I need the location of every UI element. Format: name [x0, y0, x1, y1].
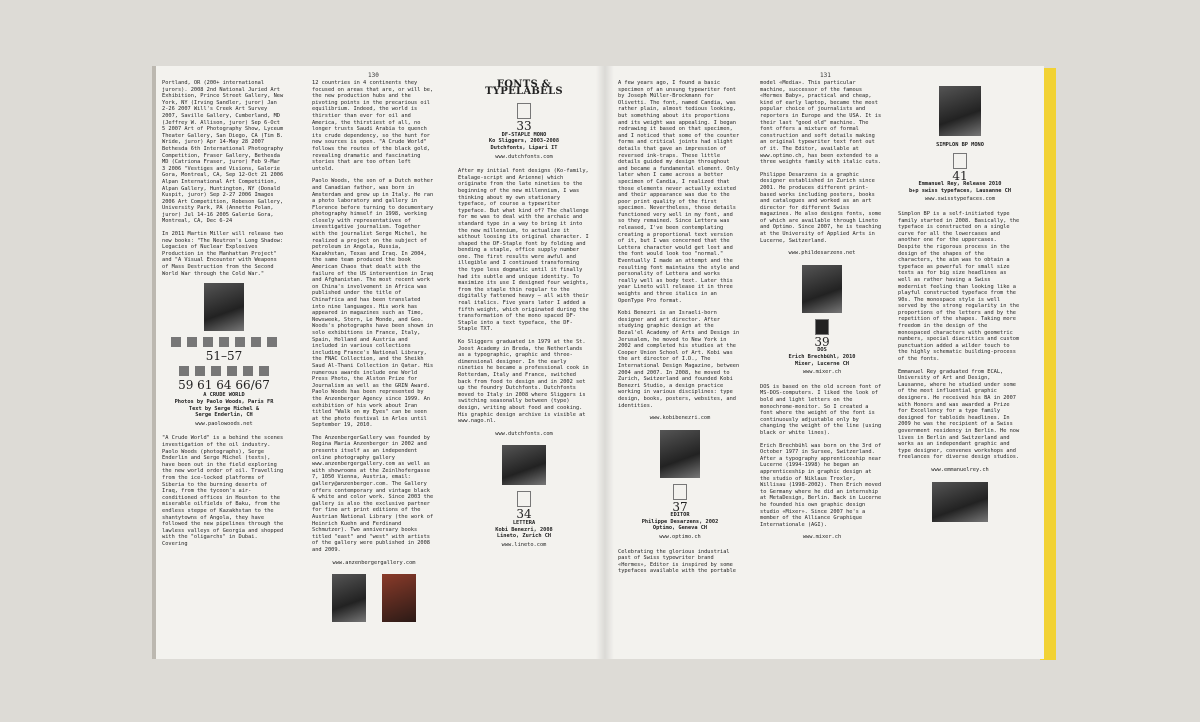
text-block: After my initial font designs (Ko-family, Etalage-script and Arienne) which originate from the late nineties to the beginning of the new millennium, I was thinking about my own stationary typeface, of course a typewriter typeface. But what kind of? The challenge for me was to deal with the archaic and standard type in a way to bring it into the new millennium, to actualize it without loosing its original character. I shaped the DF-Staple font by folding and bending a staple, office supply number one. The first results were awful and illegible and I continued transforming the type less dogmatic until it finally had its subtle and unique identity. To maximize its use I designed four weights, from the staple thin regular to the digitally fattened heavy – all with their real italics. Five years later I added a fifth weight, which originated during the transformation of the mono spaced DF-Staple into a text typeface, the DF-Staple TXT.: [458, 168, 589, 333]
left-page: [152, 66, 608, 659]
text-block: 12 countries in 4 continents they focused on areas that are, or will be, the new production hubs and the pivoting points in the precarious oil equilibrium. Indeed, the world is thirstier than ever for oil and America, the thirstiest of all, no longer trusts Saudi Arabia to quench its crude dependency, so the hunt for new sources is open. "A Crude World" follows the routes of the black gold, revealing dramatic and fascinating stories that are too often left untold.: [312, 80, 434, 172]
right-col-2: [760, 80, 884, 549]
right-col-3: [898, 80, 1022, 528]
url: www.mixer.ch: [802, 369, 842, 376]
text-block: DOS is based on the old screen font of MS-DOS-computers. I liked the look of bold and light letters on the monochrome-monitor. So I created a font where the weight of the font is continuously adjustable only by changing the weight of the line (using black or white lines).: [760, 383, 882, 436]
url: www.optimo.ch: [659, 534, 701, 541]
url: www.swisstypefaces.com: [924, 196, 996, 203]
entry-number: 37: [672, 499, 688, 514]
portrait-photo: [939, 86, 981, 136]
portrait-photo: [204, 283, 244, 331]
left-col-2: [312, 80, 436, 622]
thumbnail-row: [162, 366, 286, 376]
text-block: Portland, OR (200+ international jurors). 2008 2nd National Juried Art Exhibition, Prince Street Gallery, New York, NY (Irving Sandler, juror) Jan 2-26 2007 Will's Creek Art Survey 2007, Saville Gallery, Cumberland, MD (Jeffrey W. Allison, juror) Sep 6-Oct 5 2007 Art of Photography Show, Lyceum Theater Gallery, San Diego, CA (Tim B. Wride, juror) Apr 14-May 28 2007 Bethesda 6th International Photography Competition, Fraser Gallery, Bethesda MD (Catriona Fraser, juror) Feb 9-Mar 3 2006 "Vestiges and Visions, Galerie Gora, Montreal, CA, Sep 12-Oct 21 2006 Alpan International Art Competition, Alpan Gallery, Huntington, NY (Donald Kuspit, juror) Sep 2-27 2006 Images 2006 Art Competition, Robeson Gallery, University Park, PA (Annette Polan, juror) Jul 14-16 2005 Galerie Gora, Montreal, CA, Dec 6-24: [162, 80, 284, 225]
caption-line: b+p swiss typefaces, Lausanne CH: [908, 187, 1012, 194]
page-number-left: 130: [368, 72, 379, 79]
caption-title: EDITOR: [670, 512, 690, 519]
text-block: Emmanuel Rey graduated from ECAL, University of Art and Design, Lausanne, where he studied under some of the most influential graphic designers. He received his BA in 2007 with Honors and was awarded a Prize for Excellency for a type family designed for tabloids headlines. In 2009 he was the recipient of a Swiss government residency in Berlin. He now lives in Berlin and Switzerland and works as an independant graphic and type designer, convenes workshops and freelances for diverse design studios.: [898, 368, 1020, 461]
page-number-right: 131: [820, 72, 831, 79]
text-block: Ko Sliggers graduated in 1979 at the St. Joost Academy in Breda, the Netherlands as a typographic, graphic and three-dimensional designer. In the early nineties he became a professional cook in Rotterdam, Italy and France, switched back from food to design and in 2002 set up the foundry Dutchfonts. Dutchfonts moved to Italy in 2008 where Sliggers is switching seasonally between (type) design, writing about food and cooking. His graphic design archive is visible at www.nago.nl.: [458, 339, 589, 425]
text-block: The AnzenbergerGallery was founded by Regina Maria Anzenberger in 2002 and presents itself as an independent online photography gallery www.anzenbergergallery.com as well as with showrooms at the Zeinlhofergasse 7, 1050 Vienna, Austria, email: gallery@anzenberger.com. The Gallery offers contemporary and vintage black & white and color work. Since 2003 the gallery is also the exclusive partner for fine art print editions of the Austrian National Library (the work of Heinrich Kuehn and Ferdinand Schmutzer). Two anniversary books titled "east" and "west" with artists of the gallery were published in 2008 and 2009.: [312, 434, 434, 553]
caption-title: A CRUDE WORLD: [203, 392, 245, 399]
page-numbers: 59 61 64 66/67: [178, 377, 270, 392]
chess-photo: [932, 482, 988, 522]
caption-line: Emmanuel Rey, Release 2010: [918, 181, 1002, 188]
photo-row: [312, 574, 436, 622]
caption-line: Serge Enderlin, CH: [195, 412, 253, 419]
text-block: Celebrating the glorious industrial past of Swiss typewriter brand «Hermes», Editor is inspired by some typefaces available with the portable: [618, 548, 736, 575]
caption-line: Optimo, Geneva CH: [652, 525, 708, 532]
portrait-photo: [660, 430, 700, 478]
text-block: A few years ago, I found a basic specimen of an unsung typewriter font by Joseph Müller-Brockmann for Olivetti. The font, named Candia, was rather plain, almost tedious looking, but something about its proportions and its weight was appealing. I began redrawing it based on that specimen, and I noticed that some of the counter forms and critical joints had slight details that gave an impression of reversed ink-traps. These little details guided my design throughout and became a fundamental element. Only later when I came across a better specimen of Candia, I realized that those elements never actually existed and their appearance was due to the poor print quality of the first specimen. Nevertheless, those details functioned very well in my font, and so they remained. Since Lettera was released, I've been contemplating creating a proportional text version of it, but I was concerned that the Lettera character would get lost and the font would look too "normal." Eventually I made an attempt and the resulting font maintains the style and personality of Lettera and works really well as body text. Later this year Lineto will release it in three weights and three italics in an OpenType Pro format.: [618, 80, 740, 304]
caption-line: Dutchfonts, Lipari IT: [490, 144, 558, 151]
glyph-icon: [953, 153, 967, 169]
caption-line: Ko Sliggers, 2003-2008: [488, 138, 560, 145]
caption-title: SIMPLON BP MONO: [936, 142, 984, 148]
right-col-1: [618, 80, 742, 581]
url: www.mixer.ch: [802, 534, 842, 541]
page-range: 51–57: [205, 349, 243, 364]
caption-line: Lineto, Zurich CH: [496, 533, 552, 540]
url: www.anzenbergergallery.com: [332, 559, 416, 566]
book-cover-image: [382, 574, 416, 622]
url: www.emmanuelrey.ch: [931, 466, 989, 473]
glyph-icon: [517, 103, 531, 119]
caption-line: Photos by Paolo Woods, Paris FR: [174, 399, 274, 405]
text-block: Erich Brechbühl was born on the 3rd of October 1977 in Sursee, Switzerland. After a typography apprenticeship near Lucerne (1994-1998) he began an apprenticeship in graphic design at the studio of Niklaus Troxler, Willisau (1998-2002). Then Erich moved to Germany where he did an internship at MetaDesign, Berlin. Back in Lucerne he founded his own graphic design studio «Mixer». Since 2007 he's a member of the Alliance Graphique Internationale (AGI).: [760, 442, 882, 528]
caption-title: LETTERA: [512, 519, 536, 526]
glyph-icon: [815, 319, 829, 335]
entry-number: 39: [814, 334, 830, 349]
portrait-photo: [802, 265, 842, 313]
text-block: Paolo Woods, the son of a Dutch mother and Canadian father, was born in Amsterdam and grew up in Italy. He ran a photo laboratory and gallery in Florence before turning to documentary photography himself in 1998, working closely with representatives of investigative journalism. Together with the journalist Serge Michel, he realized a project on the subject of petroleum in Angola, Russia, Kazakhstan, Texas and Iraq. In 2004, the same team produced the book American Chaos that dealt with the failure of the US intervention in Iraq and Afghanistan. The most recent work on China's involvement in Africa was published under the title of Chinafrica and has been translated into nine languages. His work has appeared in magazines such as Time, Newsweek, Stern, Le Monde, and Geo. Woods's photographs have been shown in solo exhibitions in France, Italy, Spain, Holland and Austria and included in various collections including France's National Library, the FNAC Collection, and the Sheikh Saud Al-Thani Collection in Qatar. His numerous awards include one World Press Photo, the Alston Prize for Journalism as well as the GRIN Award. Paolo Woods has been represented by the Anzenberger Agency since 1999. An exhibition of his work about Iran titled "Walk on my Eyes" can be seen at the photo festival in Arles until September 19, 2010.: [312, 178, 434, 429]
url: www.dutchfonts.com: [495, 153, 553, 160]
right-page: [604, 66, 1044, 659]
portrait-photo: [332, 574, 366, 622]
book-gutter: [596, 66, 614, 659]
left-col-1: [162, 80, 286, 553]
caption-title: DOS: [817, 347, 827, 354]
text-block: model «Media». This particular machine, successor of the famous «Hermes Baby», practical and cheap, kind of early laptop, became the most popular choice of journalists and reporters in Europe and the USA. It is their last "good old" machine. The font offers a mixture of formal construction and soft details making an original typewriter text font out of it. The Editor, available at www.optimo.ch, has been extended to a three weights family with italic cuts.: [760, 80, 882, 166]
caption-line: Mixer, Lucerne CH: [794, 360, 850, 367]
caption-line: Kobi Benezri, 2008: [495, 526, 553, 533]
url: www.phildesarzens.net: [788, 250, 856, 257]
caption-line: Erich Brechbühl, 2010: [788, 354, 856, 361]
glyph-icon: [673, 484, 687, 500]
left-col-3: [458, 80, 590, 556]
entry-number: 41: [952, 168, 968, 183]
text-block: In 2011 Martin Miller will release two new books: "The Neutron's Long Shadow: Legacies of Nuclear Explosives Production in the Manhattan Project" and "A Visual Encounter with Weapons of Mass Destruction from the Second World War through the Cold War.": [162, 231, 284, 277]
entry-number: 34: [516, 507, 532, 522]
url: www.lineto.com: [501, 541, 547, 548]
thumbnail-row: [162, 337, 286, 347]
glyph-icon: [517, 491, 531, 507]
text-block: "A Crude World" is a behind the scenes investigation of the oil industry. Paolo Woods (photographs), Serge Enderlin and Serge Michel (texts), have been out in the field exploring the new world order of oil. Travelling from the ice-locked platforms of Siberia to the burning deserts of Iraq, from the tycoon's air-conditioned offices in Houston to the miserable oilfields of Baku, from the endless steppe of Kazakhstan to the shantytowns of Angola, they have followed the new pipelines through the lawless valleys of Georgia and shopped with the "oligarchs" in Dubai. Covering: [162, 435, 284, 547]
caption-title: DF-STAPLE MONO: [501, 131, 547, 138]
text-block: Philippe Desarzens is a graphic designer established in Zurich since 2001. He produces different print-based works including posters, books and catalogues and worked as an art director for different Swiss magazines. He also designs fonts, some of which are available through Lineto and Optimo. Since 2007, he is teaching at the University of Applied Arts in Lucerne, Switzerland.: [760, 171, 882, 244]
url: www.dutchfonts.com: [495, 430, 553, 437]
url: www.kobibenezri.com: [649, 415, 711, 422]
text-block: Kobi Benezri is an Israeli-born designer and art director. After studying graphic design at the Bezal'el Academy of Arts and Design in Jerusalem, he moved to New York in 2002 and completed his studies at the Cooper Union School of Art. Kobi was the art director of I.D., The International Design Magazine, between 2004 and 2007. In 2008, he moved to Zurich, Switzerland and founded Kobi Benezri Studio, a design practice working in various disciplines: type design, books, posters, websites, and identities.: [618, 310, 740, 409]
portrait-photo: [502, 445, 546, 485]
entry-number: 33: [516, 119, 532, 134]
section-heading: FONTS & TYPELABELS: [485, 79, 563, 97]
text-block: Simplon BP is a self-initiated type family started in 2008. Basically, the typeface is constructed on a single curve for all the lowercases and another one for the uppercases. Despite the rigorous process in the design of the shapes of the characters, the aim was to obtain a typeface as powerful for small size texts as for big size headlines as well as rather having a Swiss modernist feeling than looking like a playful constructed typeface from the 90s. The monospace style is well served by the strong regularity in the proportions of the letters and by the repetition of the shapes. Taking more freedom in the design of the monospaced characters with geometric numbers, special diacritics and custom punctuation added a wilder touch to the highly schematic building-process of the fonts.: [898, 210, 1020, 363]
caption-line: Philippe Desarzens, 2002: [641, 518, 719, 525]
url: www.paolowoods.net: [195, 420, 253, 427]
caption-line: Text by Serge Michel &: [188, 405, 260, 412]
